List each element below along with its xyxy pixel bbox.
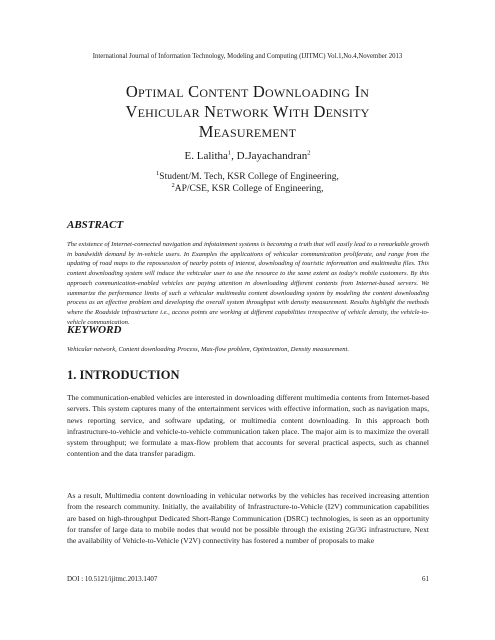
affiliation-2-text: AP/CSE, KSR College of Engineering, — [174, 184, 324, 194]
keyword-heading: KEYWORD — [67, 324, 122, 336]
introduction-paragraph-2: As a result, Multimedia content downloading in vehicular networks by the vehicles has received increasing attention from the research community. Initially, the availability of Infrastructure-to-Vehicle (I2V) communication capabilities are based on high-throughput Dedicated Short-Range Communication (DSRC) technologies, is seen as an opportunity for transfer of large data to mobile nodes that would not be possible through the existing 2G/3G infrastructure, Next the availability of Vehicle-to-Vehicle (V2V) connectivity has fostered a number of proposals to make — [67, 491, 429, 546]
author-1-sup: 1 — [227, 149, 232, 157]
authors — [0, 150, 495, 162]
affiliation-1-sup: 1 — [156, 169, 160, 177]
abstract-heading: ABSTRACT — [67, 219, 124, 231]
paper-title — [40, 82, 455, 142]
introduction-heading: 1. INTRODUCTION — [67, 368, 180, 382]
doi-footer: DOI : 10.5121/ijitmc.2013.1407 — [67, 575, 158, 583]
title-line-2: Vehicular Network With Density — [125, 102, 370, 121]
journal-header: International Journal of Information Technology, Modeling and Computing (IJITMC) Vol.1,No.4,November 2013 — [92, 53, 403, 60]
affiliation-2 — [0, 183, 495, 195]
abstract-text: The existence of Internet-connected navigation and infotainment systems is becoming a truth that will easily lead to a remarkable growth in bandwidth demand by in-vehicle users. In Examples the applications of vehicular communication proliferate, and range from the updating of road maps to the repossession of nearby points of interest, downloading of touristic information and multimedia files. This content downloading system will induce the vehicular user to use the resource to the same extent as today's mobile customers. By this approach communication-enabled vehicles are paying attention in downloading different contents from Internet-based servers. We summarize the performance limits of such a vehicular multimedia content downloading system by modeling the content downloading process as an effective problem and developing the overall system throughput with density measurement. Results highlight the methods where the Roadside infrastructure i.e., access points are working at different capabilities irrespective of vehicle density, the vehicle-to-vehicle communication. — [67, 241, 429, 326]
keyword-text: Vehicular network, Content downloading Process, Max-flow problem, Optimization, Density measurement. — [67, 346, 350, 353]
affiliation-1 — [0, 171, 495, 183]
introduction-paragraph-1: The communication-enabled vehicles are interested in downloading different multimedia contents from Internet-based servers. This system captures many of the entertainment services with effective information, such as navigation maps, news reporting service, and software updating, or multimedia content downloading. In this approach both infrastructure-to-vehicle and vehicle-to-vehicle communication taken place. The major aim is to maximize the overall system throughput; we formulate a max-flow problem that accounts for several practical aspects, such as channel contention and the data transfer paradigm. — [67, 393, 429, 459]
title-line-1: Optimal Content Downloading In — [125, 82, 370, 101]
author-1: E. Lalitha — [184, 150, 228, 162]
affiliation-2-sup: 2 — [171, 181, 175, 189]
author-separator: , — [231, 150, 237, 162]
author-2-sup: 2 — [307, 149, 311, 157]
page-number: 61 — [422, 575, 429, 583]
author-2: D.Jayachandran — [236, 150, 308, 162]
affiliation-1-text: Student/M. Tech, KSR College of Engineering, — [159, 172, 339, 182]
affiliations — [0, 171, 495, 195]
title-line-3: Measurement — [198, 122, 297, 141]
